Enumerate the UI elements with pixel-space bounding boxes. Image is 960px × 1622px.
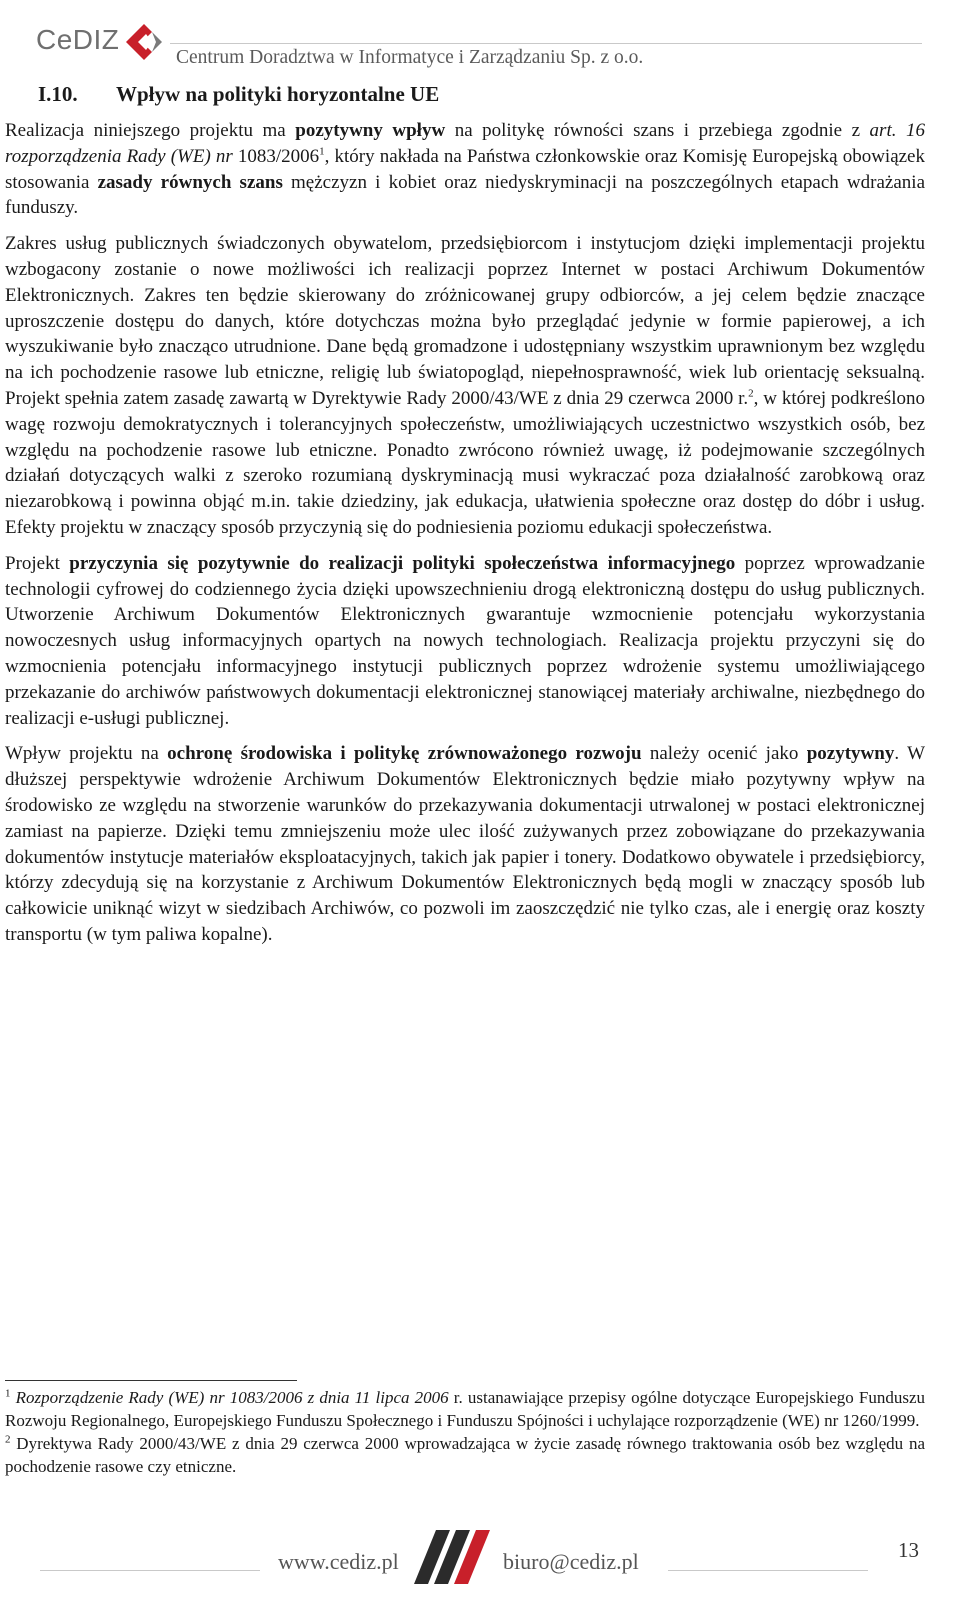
- header-divider: [170, 43, 922, 44]
- paragraph-equal-opportunities: [5, 118, 925, 221]
- company-logo-icon: [410, 1528, 498, 1588]
- company-logo-text: CeDIZ: [36, 24, 120, 55]
- footer-email-link[interactable]: biuro@cediz.pl: [503, 1549, 639, 1574]
- page-number: 13: [898, 1538, 919, 1562]
- page-header: [0, 0, 960, 76]
- footer-divider-left: [40, 1570, 260, 1571]
- text-run: Realizacja niniejszego projektu ma: [5, 120, 296, 141]
- paragraph-information-society: [5, 551, 925, 732]
- paragraph-public-services: [5, 231, 925, 541]
- text-run: Projekt: [5, 552, 70, 574]
- italic-text: Rozporządzenie Rady (WE) nr 1083/2006 z dnia 11 lipca 2006: [10, 1388, 449, 1407]
- section-title: Wpływ na polityki horyzontalne UE: [116, 82, 440, 106]
- text-run: mężczyzn i kobiet oraz niedyskryminacji na poszczególnych etapach wdrażania funduszy.: [5, 171, 925, 219]
- company-name: Centrum Doradztwa w Informatyce i Zarządzaniu Sp. z o.o.: [176, 47, 644, 68]
- footnote-ref-2[interactable]: 2: [748, 387, 754, 400]
- italic-text: art. 16 rozporządzenia Rady (WE) nr: [5, 120, 925, 167]
- footnote-1: [5, 1386, 925, 1432]
- footnote-number: 1: [5, 1387, 11, 1400]
- text-run: należy ocenić jako: [641, 743, 807, 765]
- footer-website-link[interactable]: www.cediz.pl: [278, 1549, 399, 1574]
- bold-text: przyczynia się pozytywnie do realizacji polityki społeczeństwa informacyjnego: [69, 552, 736, 574]
- text-run: . W dłuższej perspektywie wdrożenie Archiwum Dokumentów Elektronicznych będzie miało pozytywny wpływ na środowisko ze względu na stworzenie warunków do przekazywania dokumentacji utrwalonej w postaci elektronicznej zamiast na papierze. Dzięki temu zmniejszeniu może ulec ilość zużywanych przez zobowiązane do przekazywania dokumentów instytucje materiałów eksploatacyjnych, takich jak papier i tonery. Dodatkowo obywatele i przedsiębiorcy, którzy zdecydują się na korzystanie z Archiwum Dokumentów Elektronicznych będą mogli w znaczący sposób lub całkowicie uniknąć wizyt w siedzibach Archiwów, co pozwoli im zaoszczędzić nie tylko czas, ale i energię oraz koszty transportu (w tym paliwa kopalne).: [5, 743, 926, 945]
- bold-text: ochronę środowiska i politykę zrównoważonego rozwoju: [167, 743, 642, 765]
- document-body: [5, 118, 925, 958]
- text-run: , który nakłada na Państwa członkowskie oraz Komisję Europejską obowiązek stosowania: [5, 145, 925, 193]
- bold-text: pozytywny: [806, 743, 895, 765]
- text-run: Dyrektywa Rady 2000/43/WE z dnia 29 czerwca 2000 wprowadzająca w życie zasadę równego traktowania osób bez względu na pochodzenie rasowe czy etniczne.: [5, 1434, 925, 1476]
- section-number: I.10.: [38, 82, 78, 106]
- footnote-2: [5, 1432, 925, 1478]
- footnote-number: 2: [5, 1433, 11, 1446]
- footnote-ref-1[interactable]: 1: [319, 145, 325, 158]
- text-run: 1083/2006: [232, 145, 320, 167]
- text-run: , w której podkreślono wagę rozwoju demokratycznych i tolerancyjnych społeczeństw, umożliwiających uczestnictwo wszystkich osób, bez względu na pochodzenie rasowe lub etniczne. Ponadto zwrócono również uwagę, iż podejmowanie szczególnych działań dotyczących walki z szeroko rozumianą dyskryminacją musi wykraczać poza działalność zarobkową oraz niezarobkową i powinna objąć m.in. takie dziedziny, jak edukacja, ułatwienia społeczne oraz dostęp do dóbr i usług. Efekty projektu w znaczący sposób przyczynią się do podniesienia poziomu edukacji społeczeństwa.: [5, 387, 925, 538]
- footer-divider-right: [668, 1570, 868, 1571]
- text-run: poprzez wprowadzanie technologii cyfrowej do codziennego życia dzięki upowszechnieniu drogą elektroniczną dostępu do usług publicznych. Utworzenie Archiwum Dokumentów Elektronicznych gwarantuje wzmocnienie potencjału wykorzystania nowoczesnych usług informacyjnych opartych na nowych technologiach. Realizacja projektu przyczyni się do wzmocnienia potencjału informacyjnego instytucji publicznych poprzez wdrożenie systemu umożliwiającego przekazanie do archiwów państwowych dokumentacji elektronicznej stanowiącej materiały archiwalne, niezbędnego do realizacji e-usługi publicznej.: [5, 552, 925, 729]
- bold-text: zasady równych szans: [97, 171, 283, 193]
- page-footer: [0, 1520, 960, 1622]
- text-run: Wpływ projektu na: [5, 743, 168, 765]
- section-heading: [38, 82, 439, 107]
- text-run: na politykę równości szans i przebiega zgodnie z: [445, 120, 870, 141]
- footnotes: [5, 1386, 925, 1478]
- footnote-separator: [5, 1380, 297, 1381]
- paragraph-environment: [5, 741, 925, 947]
- text-run: r. ustanawiające przepisy ogólne dotyczące Europejskiego Funduszu Rozwoju Regionalnego, Europejskiego Funduszu Społecznego i Funduszu Spójności i uchylające rozporządzenie (WE) nr 1260/1999.: [5, 1388, 925, 1430]
- text-run: Zakres usług publicznych świadczonych obywatelom, przedsiębiorcom i instytucjom dzięki implementacji projektu wzbogacony zostanie o nowe możliwości ich realizacji poprzez Internet w postaci Archiwum Dokumentów Elektronicznych. Zakres ten będzie skierowany do zróżnicowanej grupy odbiorców, a jej celem będzie znaczące uproszczenie dostępu do danych, które dotychczas można było przeglądać jedynie w formie papierowej, a ich wyszukiwanie było znacząco utrudnione. Dane będą gromadzone i udostępniany wszystkim uprawnionym bez względu na ich pochodzenie rasowe lub etniczne, religię lub światopogląd, niepełnosprawność, wiek lub orientację seksualną. Projekt spełnia zatem zasadę zawartą w Dyrektywie Rady 2000/43/WE z dnia 29 czerwca 2000 r.: [5, 233, 925, 409]
- company-logo-icon: [122, 20, 166, 64]
- bold-text: pozytywny wpływ: [295, 120, 446, 141]
